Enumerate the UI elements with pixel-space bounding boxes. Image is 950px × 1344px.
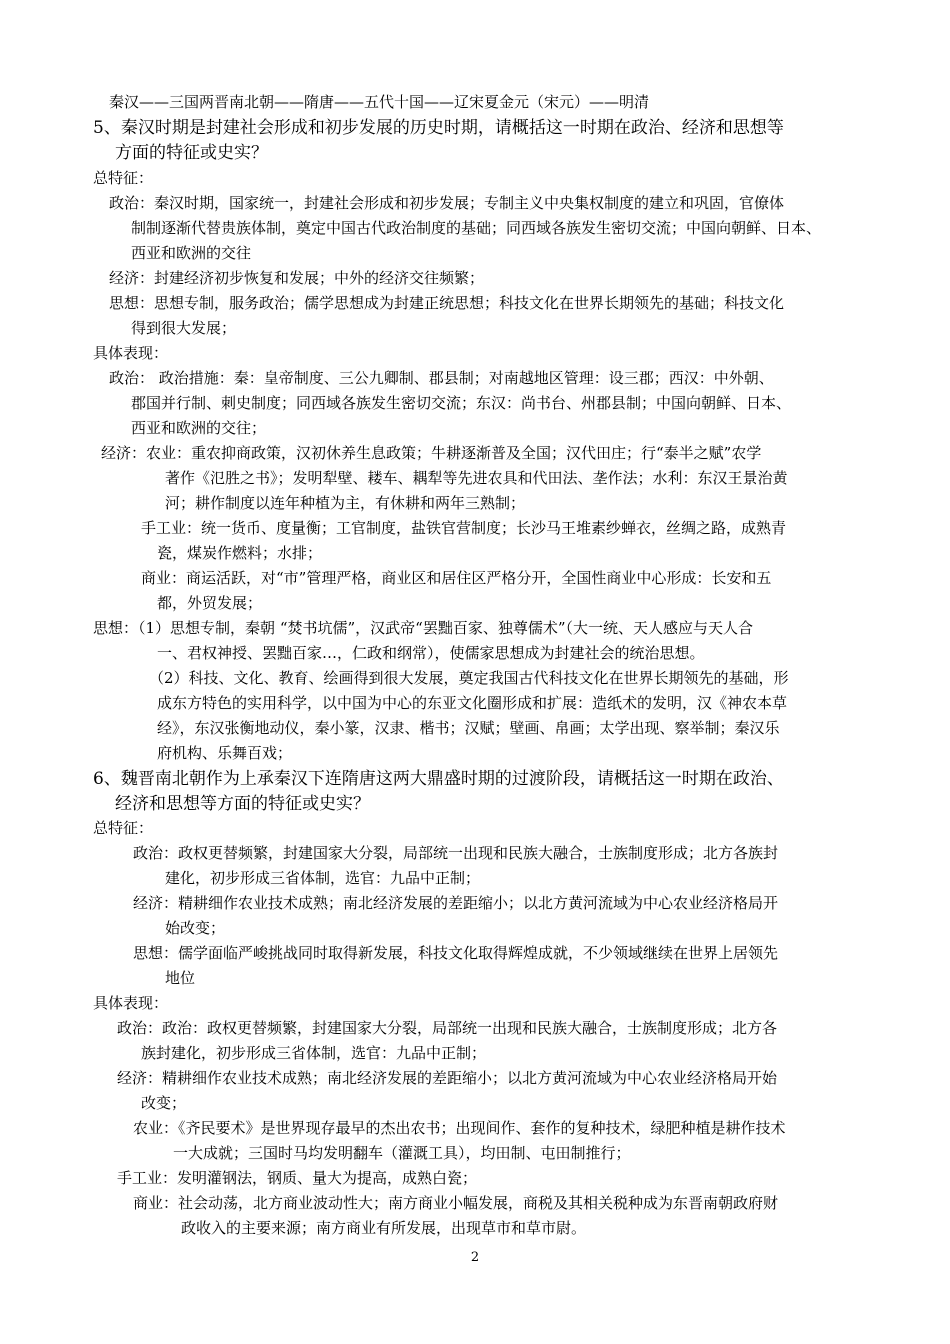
q5-general-thought: 思想：思想专制，服务政治；儒学思想成为封建正统思想；科技文化在世界长期领先的基础；科技文化 (109, 294, 785, 312)
q5-general-thought-cont: 得到很大发展； (131, 319, 237, 337)
q5-detail-commerce: 商业：商运活跃，对“市”管理严格，商业区和居住区严格分开，全国性商业中心形成：长安和五 (141, 569, 772, 587)
q6-detail-agriculture-cont: 一大成就；三国时马均发明翻车（灌溉工具），均田制、屯田制推行； (173, 1144, 631, 1162)
q5-detail-thought: 思想：（1）思想专制，秦朝 “焚书坑儒”，汉武帝“罢黜百家、独尊儒术”（大一统、天人感应与天人合 (93, 619, 753, 637)
q5-detail-thought-2-cont: 成东方特色的实用科学，以中国为中心的东亚文化圈形成和扩展：造纸术的发明，汉《神农本草 (157, 694, 788, 712)
question-6-title-cont: 经济和思想等方面的特征或史实？ (115, 794, 370, 814)
q5-detail-agriculture-cont: 河；耕作制度以连年种植为主，有休耕和两年三熟制； (165, 494, 526, 512)
q6-general-thought-cont: 地位 (165, 969, 196, 987)
q6-detail-agriculture: 农业：《齐民要术》是世界现存最早的杰出农书；出现间作、套作的复种技术，绿肥种植是耕作技术 (133, 1119, 786, 1137)
q6-general-heading: 总特征： (93, 819, 154, 837)
page-number: 2 (470, 1250, 480, 1265)
q5-detail-politics-cont: 西亚和欧洲的交往； (131, 419, 267, 437)
q5-detail-heading: 具体表现： (93, 344, 169, 362)
q6-detail-handicraft: 手工业：发明灌钢法，钢质、量大为提高，成熟白瓷； (117, 1169, 478, 1187)
q6-detail-politics-cont: 族封建化，初步形成三省体制，选官：九品中正制； (141, 1044, 487, 1062)
q5-detail-thought-cont: 一、君权神授、罢黜百家…，仁政和纲常），使儒家思想成为封建社会的统治思想。 (157, 644, 705, 662)
q5-general-politics-cont: 制制逐渐代替贵族体制，奠定中国古代政治制度的基础；同西域各族发生密切交流；中国向朝鲜、日本、 (131, 219, 822, 237)
q5-detail-handicraft-cont: 瓷，煤炭作燃料；水排； (157, 544, 323, 562)
q5-general-politics-cont: 西亚和欧洲的交往 (131, 244, 252, 262)
q6-detail-economy-cont: 改变； (141, 1094, 187, 1112)
q6-detail-heading: 具体表现： (93, 994, 169, 1012)
q5-general-heading: 总特征： (93, 169, 154, 187)
q5-detail-agriculture-cont: 著作《氾胜之书》；发明犁壁、耧车、耦犁等先进农具和代田法、垄作法；水利：东汉王景治黄 (165, 469, 788, 487)
q6-detail-commerce: 商业：社会动荡，北方商业波动性大；南方商业小幅发展，商税及其相关税种成为东晋南朝政府财 (133, 1194, 779, 1212)
q5-general-politics: 政治：秦汉时期，国家统一，封建社会形成和初步发展；专制主义中央集权制度的建立和巩固，官僚体 (109, 194, 785, 212)
q6-detail-commerce-cont: 政收入的主要来源；南方商业有所发展，出现草市和草市尉。 (181, 1219, 587, 1237)
q5-detail-politics: 政治： 政治措施：秦：皇帝制度、三公九卿制、郡县制；对南越地区管理：设三郡；西汉：中外朝、 (109, 369, 774, 387)
q5-detail-politics-cont: 郡国并行制、刺史制度；同西域各族发生密切交流；东汉：尚书台、州郡县制；中国向朝鲜、日本、 (131, 394, 792, 412)
q5-general-economy: 经济：封建经济初步恢复和发展；中外的经济交往频繁； (109, 269, 485, 287)
q6-general-thought: 思想：儒学面临严峻挑战同时取得新发展，科技文化取得辉煌成就，不少领域继续在世界上居领先 (133, 944, 779, 962)
q6-general-politics-cont: 建化，初步形成三省体制，选官：九品中正制； (165, 869, 481, 887)
q6-general-politics: 政治：政权更替频繁，封建国家大分裂，局部统一出现和民族大融合，士族制度形成；北方各族封 (133, 844, 779, 862)
q6-general-economy-cont: 始改变； (165, 919, 226, 937)
q6-general-economy: 经济：精耕细作农业技术成熟；南北经济发展的差距缩小；以北方黄河流域为中心农业经济格局开 (133, 894, 779, 912)
question-5-title: 5、秦汉时期是封建社会形成和初步发展的历史时期，请概括这一时期在政治、经济和思想等 (93, 118, 784, 138)
q5-detail-handicraft: 手工业：统一货币、度量衡；工官制度，盐铁官营制度；长沙马王堆素纱蝉衣，丝绸之路，成熟青 (141, 519, 787, 537)
q5-detail-commerce-cont: 都，外贸发展； (157, 594, 263, 612)
era-sequence: 秦汉——三国两晋南北朝——隋唐——五代十国——辽宋夏金元（宋元）——明清 (109, 93, 650, 111)
question-6-title: 6、魏晋南北朝作为上承秦汉下连隋唐这两大鼎盛时期的过渡阶段，请概括这一时期在政治、 (93, 769, 784, 789)
q6-detail-politics: 政治：政治：政权更替频繁，封建国家大分裂，局部统一出现和民族大融合，士族制度形成；北方各 (117, 1019, 778, 1037)
question-5-title-cont: 方面的特征或史实？ (115, 143, 268, 163)
q5-detail-thought-2-cont: 府机构、乐舞百戏； (157, 744, 293, 762)
q5-detail-thought-2: （2）科技、文化、教育、绘画得到很大发展，奠定我国古代科技文化在世界长期领先的基础，形 (149, 669, 789, 687)
q6-detail-economy: 经济：精耕细作农业技术成熟；南北经济发展的差距缩小；以北方黄河流域为中心农业经济格局开始 (117, 1069, 778, 1087)
q5-detail-thought-2-cont: 经》，东汉张衡地动仪，秦小篆，汉隶、楷书；汉赋；壁画、帛画；太学出现、察举制；秦汉乐 (157, 719, 780, 737)
q5-detail-agriculture: 经济：农业：重农抑商政策，汉初休养生息政策；牛耕逐渐普及全国；汉代田庄；行“泰半之赋”农学 (101, 444, 762, 462)
